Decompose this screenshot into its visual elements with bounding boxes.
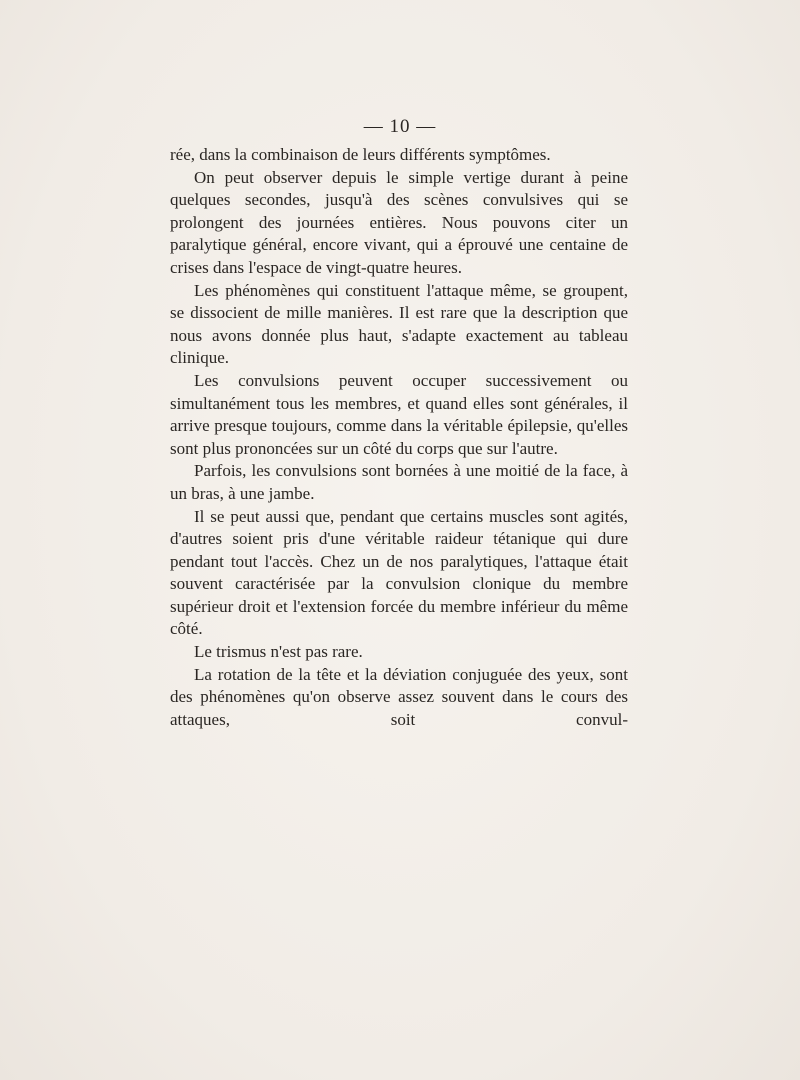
- paragraph-continuation: rée, dans la combinaison de leurs différents symptômes.: [170, 145, 551, 164]
- body-text: [170, 144, 628, 731]
- page-number: — 10 —: [363, 116, 437, 137]
- paragraph-convulsions: Les convulsions peuvent occuper successivement ou simultanément tous les membres, et quand elles sont générales, il arrive presque toujours, comme dans la véritable épilepsie, qu'elles sont plus prononcées sur un côté du corps que sur l'autre.: [170, 370, 628, 458]
- paragraph-vertige: On peut observer depuis le simple vertige durant à peine quelques secondes, jusqu'à des scènes convulsives qui se prolongent des journées entières. Nous pouvons citer un paralytique général, encore vivant, qui a éprouvé une centaine de crises dans l'espace de vingt-quatre heures.: [170, 167, 628, 277]
- paragraph-rotation: La rotation de la tête et la déviation conjuguée des yeux, sont des phénomènes qu'on observe assez souvent dans le cours des attaques, soit convul-: [170, 664, 628, 729]
- paragraph-phenomenes: Les phénomènes qui constituent l'attaque même, se groupent, se dissocient de mille manières. Il est rare que la description que nous avons donnée plus haut, s'adapte exactement au tableau clinique.: [170, 280, 628, 368]
- paragraph-trismus: Le trismus n'est pas rare.: [194, 642, 363, 662]
- paragraph-muscles: Il se peut aussi que, pendant que certains muscles sont agités, d'autres soient pris d'une véritable raideur tétanique qui dure pendant tout l'accès. Chez un de nos paralytiques, l'attaque était souvent caractérisée par la convulsion clonique du membre supérieur droit et l'extension forcée du membre inférieur du même côté.: [170, 506, 628, 639]
- paragraph-parfois: Parfois, les convulsions sont bornées à une moitié de la face, à un bras, à une jambe.: [170, 461, 628, 503]
